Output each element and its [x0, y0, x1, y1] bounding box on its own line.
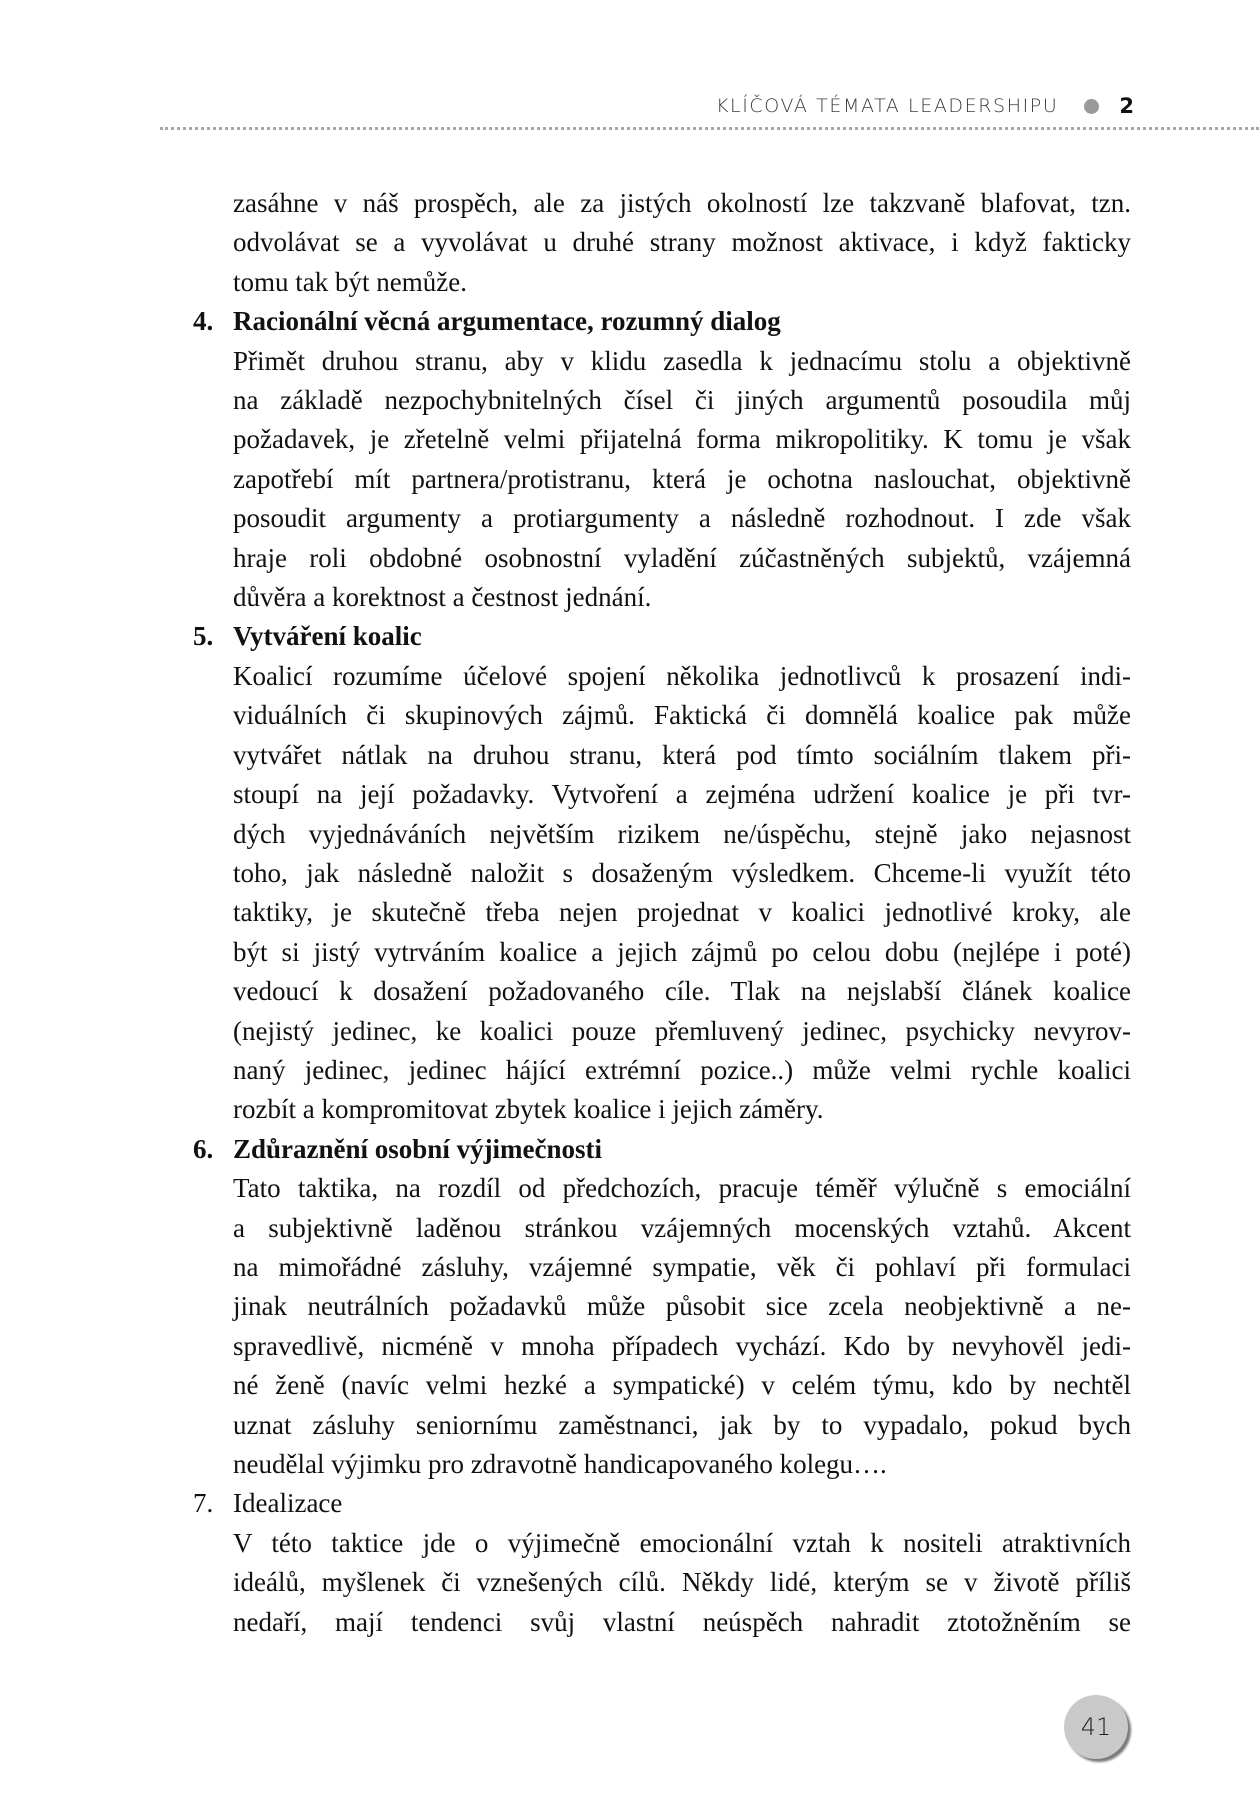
running-head-title: KLÍČOVÁ TÉMATA LEADERSHIPU — [715, 95, 1059, 117]
text-line: dých vyjednáváních největším rizikem ne/úspěchu, stejně jako nejasnost — [233, 818, 1131, 849]
bullet-dot-icon — [1084, 99, 1099, 114]
text-line: vytvářet nátlak na druhou stranu, která pod tímto sociálním tlakem při- — [233, 739, 1131, 770]
item-body — [233, 657, 1131, 1130]
text-line: V této taktice jde o výjimečně emocionální vztah k nositeli atraktivních — [233, 1527, 1131, 1558]
text-line: hraje roli obdobné osobnostní vyladění zúčastněných subjektů, vzájemná — [233, 542, 1131, 573]
text-line: zapotřebí mít partnera/protistranu, která je ochotna naslouchat, objektivně — [233, 463, 1131, 494]
text-line: posoudit argumenty a protiargumenty a následně rozhodnout. I zde však — [233, 503, 1131, 534]
page-number: 41 — [1080, 1713, 1112, 1741]
text-line: být si jistý vytrváním koalice a jejich zájmů po celou dobu (nejlépe i poté) — [233, 936, 1131, 967]
item-heading — [193, 1130, 1131, 1169]
item-number: 4. — [193, 306, 214, 337]
text-line: spravedlivě, nicméně v mnoha případech vychází. Kdo by nevyhověl jedi- — [233, 1330, 1131, 1361]
item-body — [233, 342, 1131, 618]
item-heading — [193, 1484, 1131, 1523]
item-title: Zdůraznění osobní výjimečnosti — [233, 1133, 603, 1164]
text-line: důvěra a korektnost a čestnost jednání. — [233, 582, 652, 613]
text-line: vedoucí k dosažení požadovaného cíle. Tlak na nejslabší článek koalice — [233, 976, 1131, 1007]
item-number: 6. — [193, 1133, 214, 1164]
header-dotted-rule — [160, 127, 1259, 130]
text-line: nedaří, mají tendenci svůj vlastní neúspěch nahradit ztotožněním se — [233, 1606, 1131, 1637]
list-item-5 — [193, 617, 1131, 1129]
item-heading — [193, 302, 1131, 341]
item-body — [233, 1524, 1131, 1642]
page-content — [193, 184, 1131, 1642]
text-line: rozbít a kompromitovat zbytek koalice i jejich záměry. — [233, 1094, 824, 1125]
item-body — [233, 1169, 1131, 1484]
list-item-4 — [193, 302, 1131, 617]
item-title: Vytváření koalic — [233, 621, 422, 652]
text-line: a subjektivně laděnou stránkou vzájemných mocenských vztahů. Akcent — [233, 1212, 1131, 1243]
text-line: ideálů, myšlenek či vznešených cílů. Někdy lidé, kterým se v životě příliš — [233, 1567, 1131, 1598]
item-heading — [193, 617, 1131, 656]
text-line: zasáhne v náš prospěch, ale za jistých okolností lze takzvaně blafovat, tzn. — [233, 188, 1131, 218]
text-line: požadavek, je zřetelně velmi přijatelná forma mikropolitiky. K tomu je však — [233, 424, 1131, 455]
text-line: stoupí na její požadavky. Vytvoření a zejména udržení koalice je při tvr- — [233, 779, 1131, 810]
text-line: na základě nezpochybnitelných čísel či jiných argumentů posoudila můj — [233, 385, 1131, 416]
text-line: toho, jak následně naložit s dosaženým výsledkem. Chceme-li využít této — [233, 857, 1131, 888]
text-line: na mimořádné zásluhy, vzájemné sympatie, věk či pohlaví při formulaci — [233, 1251, 1131, 1282]
text-line: naný jedinec, jedinec hájící extrémní pozice..) může velmi rychle koalici — [233, 1054, 1131, 1085]
item-title: Racionální věcná argumentace, rozumný dialog — [233, 306, 781, 337]
text-line: tomu tak být nemůže. — [233, 266, 467, 297]
text-line: neudělal výjimku pro zdravotně handicapovaného kolegu…. — [233, 1449, 887, 1479]
page-number-badge — [1064, 1695, 1128, 1759]
text-line: odvolávat se a vyvolávat u druhé strany možnost aktivace, i když fakticky — [233, 227, 1131, 258]
text-line: uznat zásluhy seniornímu zaměstnanci, jak by to vypadalo, pokud bych — [233, 1409, 1131, 1440]
text-line: né ženě (navíc velmi hezké a sympatické) v celém týmu, kdo by nechtěl — [233, 1370, 1131, 1401]
item-number: 7. — [193, 1488, 214, 1519]
text-line: (nejistý jedinec, ke koalici pouze přemluvený jedinec, psychicky nevyrov- — [233, 1015, 1131, 1046]
text-line: jinak neutrálních požadavků může působit sice zcela neobjektivně a ne- — [233, 1291, 1131, 1322]
list-item-6 — [193, 1130, 1131, 1485]
text-line: Přimět druhou stranu, aby v klidu zasedla k jednacímu stolu a objektivně — [233, 345, 1131, 376]
text-line: viduálních či skupinových zájmů. Faktická či domnělá koalice pak může — [233, 700, 1131, 731]
text-line: taktiky, je skutečně třeba nejen projednat v koalici jednotlivé kroky, ale — [233, 897, 1131, 928]
running-head — [0, 94, 1134, 128]
text-line: Tato taktika, na rozdíl od předchozích, pracuje téměř výlučně s emociální — [233, 1173, 1131, 1204]
list-item-7 — [193, 1484, 1131, 1642]
text-line: Koalicí rozumíme účelové spojení několika jednotlivců k prosazení indi- — [233, 660, 1131, 691]
item-number: 5. — [193, 621, 214, 652]
chapter-number: 2 — [1119, 94, 1134, 118]
item-title: Idealizace — [233, 1488, 343, 1519]
intro-paragraph — [233, 184, 1131, 302]
